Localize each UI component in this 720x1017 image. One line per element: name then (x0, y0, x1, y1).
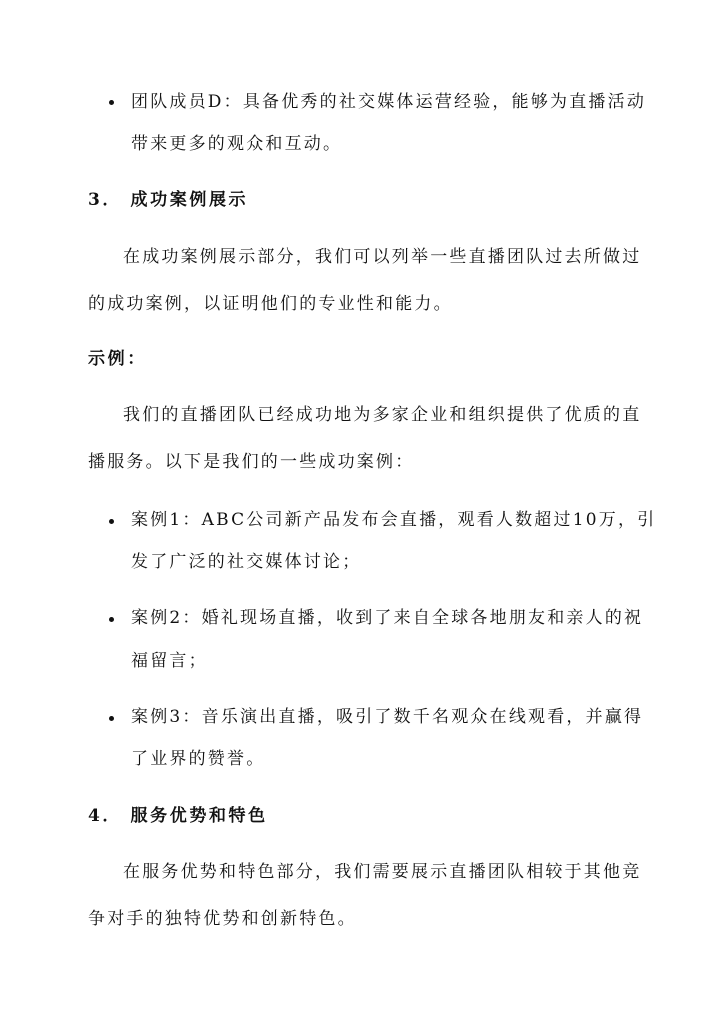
list-item-line: 福留言； (131, 651, 208, 671)
list-item-line: 案例3：音乐演出直播，吸引了数千名观众在线观看，并赢得 (131, 707, 644, 727)
bullet-dot (109, 617, 114, 622)
list-item-line: 案例2：婚礼现场直播，收到了来自全球各地朋友和亲人的祝 (131, 608, 644, 628)
section-heading: 4． 服务优势和特色 (88, 806, 268, 826)
bullet-dot (109, 519, 114, 524)
paragraph-line: 争对手的独特优势和创新特色。 (88, 909, 357, 929)
bullet-dot (109, 716, 114, 721)
list-item-line: 发了广泛的社交媒体讨论； (131, 552, 362, 572)
list-item-line: 团队成员D：具备优秀的社交媒体运营经验，能够为直播活动 (131, 92, 647, 112)
example-label: 示例： (88, 349, 147, 369)
list-item-line: 案例1：ABC公司新产品发布会直播，观看人数超过10万，引 (131, 510, 657, 530)
paragraph-line: 我们的直播团队已经成功地为多家企业和组织提供了优质的直 (123, 405, 642, 425)
list-item-line: 了业界的赞誉。 (131, 749, 266, 769)
paragraph-line: 的成功案例，以证明他们的专业性和能力。 (88, 294, 453, 314)
paragraph-line: 在成功案例展示部分，我们可以列举一些直播团队过去所做过 (123, 247, 642, 267)
section-heading: 3． 成功案例展示 (88, 190, 249, 210)
paragraph-line: 播服务。以下是我们的一些成功案例： (88, 452, 415, 472)
bullet-dot (109, 100, 114, 105)
list-item-line: 带来更多的观众和互动。 (131, 134, 343, 154)
paragraph-line: 在服务优势和特色部分，我们需要展示直播团队相较于其他竞 (123, 862, 642, 882)
